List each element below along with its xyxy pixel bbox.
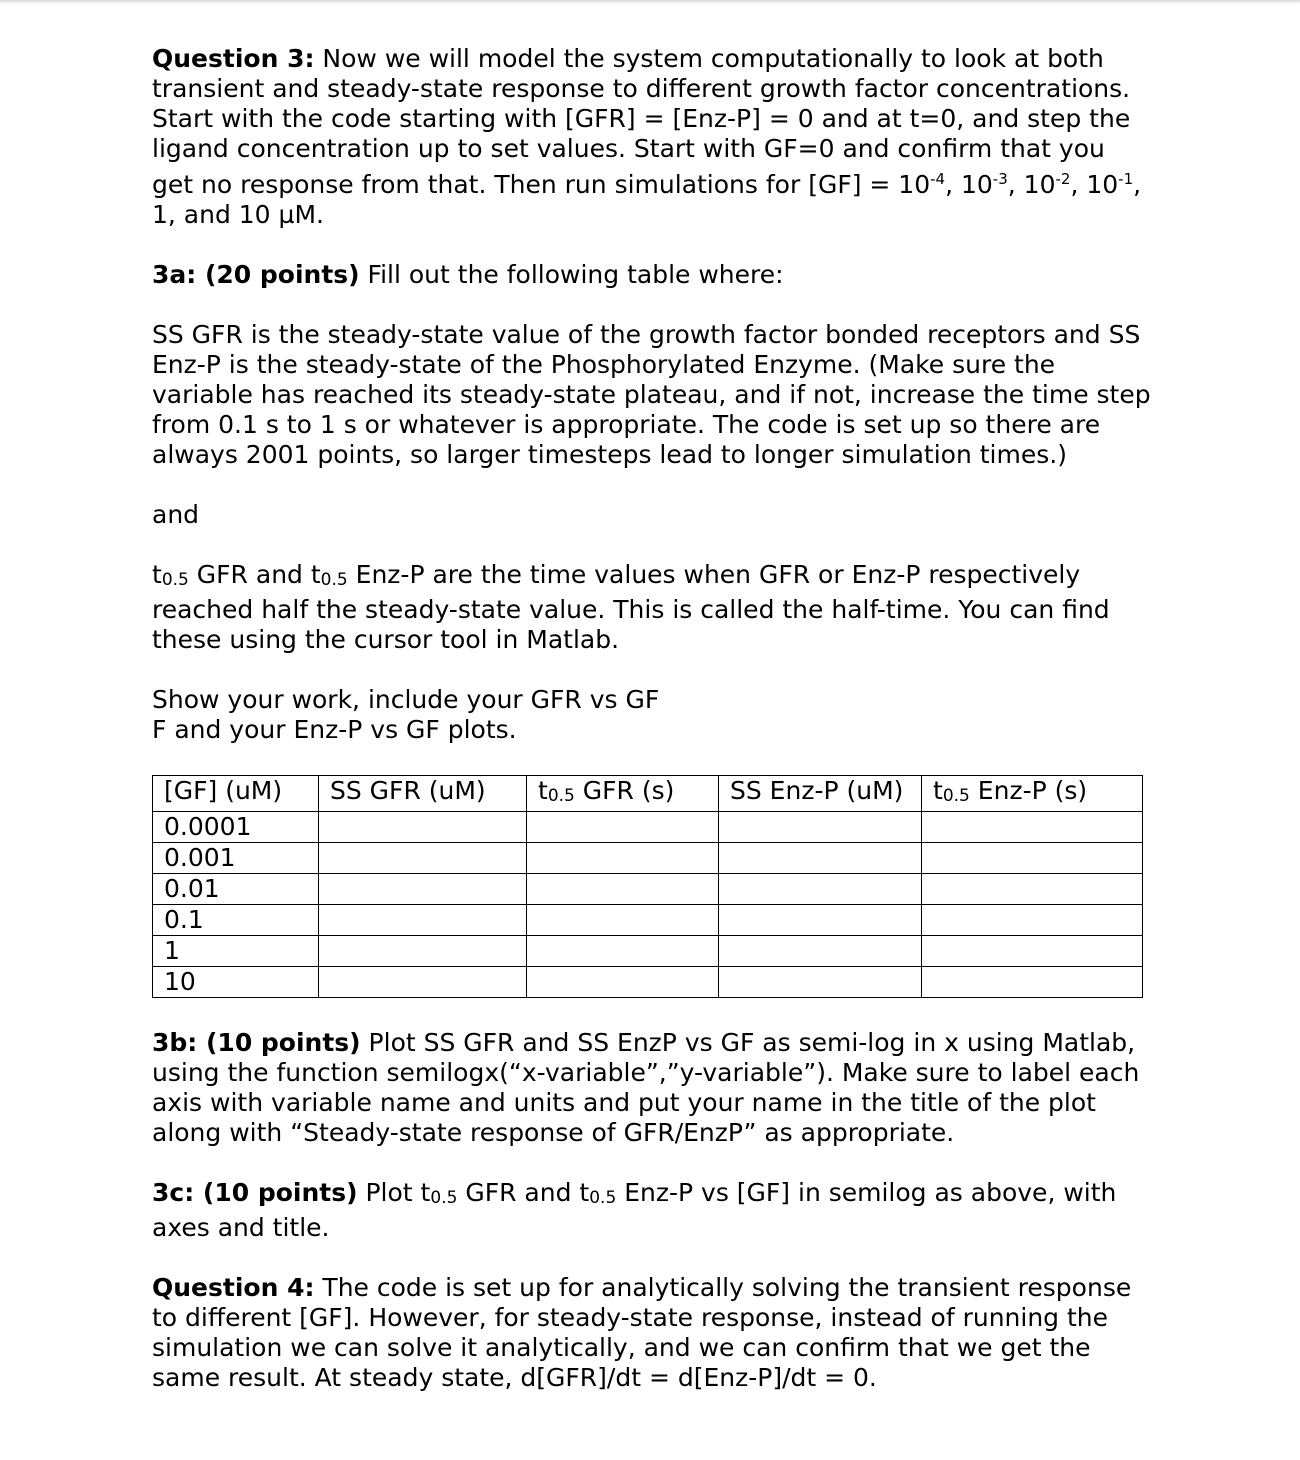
t-subscript: 0.5 <box>161 570 189 590</box>
gf-value-cell: 0.1 <box>153 905 319 936</box>
table-row <box>153 843 1143 874</box>
t-symbol: t <box>538 776 548 805</box>
table-row <box>153 812 1143 843</box>
show-work-line-1: Show your work, include your GFR vs GF <box>152 685 660 714</box>
gf-value-cell: 10 <box>153 967 319 998</box>
t-subscript: 0.5 <box>942 786 970 806</box>
exponent: -1 <box>1118 170 1134 188</box>
power-base: 10 <box>1086 170 1119 199</box>
t-symbol: t <box>933 776 943 805</box>
table-row <box>153 874 1143 905</box>
empty-cell <box>922 874 1143 905</box>
power-base: 10 <box>960 170 993 199</box>
header-text: Enz-P (s) <box>969 776 1088 805</box>
question-3a-paragraph <box>152 260 1152 290</box>
and-text: and <box>152 500 200 529</box>
t-symbol: t <box>579 1178 590 1207</box>
empty-cell <box>527 905 719 936</box>
empty-cell <box>922 905 1143 936</box>
gf-value-cell: 0.0001 <box>153 812 319 843</box>
show-work-paragraph <box>152 685 1152 745</box>
empty-cell <box>719 812 922 843</box>
question-4-text: The code is set up for analytically solving the transient response to different [GF]. However, for steady-state response, instead of running the simulation we can solve it analytically, and we can confirm that we get the same result. At steady state, d[GFR]/dt = d[Enz-P]/dt = 0. <box>152 1273 1132 1392</box>
exponent: -3 <box>992 170 1008 188</box>
show-work-line-2: F and your Enz-P vs GF plots. <box>152 715 517 744</box>
t-symbol: t <box>420 1178 431 1207</box>
steady-state-definition: SS GFR is the steady-state value of the growth factor bonded receptors and SS Enz-P is the steady-state of the Phosphorylated Enzyme. (Make sure the variable has reached its steady-state plateau, and if not, increase the time step from 0.1 s to 1 s or whatever is appropriate. The code is set up so there are always 2001 points, so larger timesteps lead to longer simulation times.) <box>152 320 1151 469</box>
question-3c-text: Enz-P vs [GF] in semilog as above, with axes and title. <box>152 1178 1117 1242</box>
empty-cell <box>922 967 1143 998</box>
question-3a-label: 3a: (20 points) <box>152 260 360 289</box>
header-ss-enzp: SS Enz-P (uM) <box>719 776 922 812</box>
gf-value-cell: 0.01 <box>153 874 319 905</box>
t-symbol: t <box>152 560 162 589</box>
t-subscript: 0.5 <box>589 1188 617 1208</box>
header-gf: [GF] (uM) <box>153 776 319 812</box>
header-t05-gfr <box>527 776 719 812</box>
question-3c-label: 3c: (10 points) <box>152 1178 358 1207</box>
question-4-paragraph <box>152 1273 1152 1393</box>
empty-cell <box>719 905 922 936</box>
header-ss-gfr: SS GFR (uM) <box>319 776 527 812</box>
empty-cell <box>719 967 922 998</box>
empty-cell <box>527 812 719 843</box>
exponent: -4 <box>930 170 946 188</box>
empty-cell <box>319 874 527 905</box>
empty-cell <box>922 936 1143 967</box>
half-time-text: Enz-P are the time values when GFR or Enz-P respectively reached half the steady-state value. This is called the half-time. You can find these using the cursor tool in Matlab. <box>152 560 1110 654</box>
question-3b-text: Plot SS GFR and SS EnzP vs GF as semi-log in x using Matlab, using the function semilogx(“x-variable”,”y-variable”). Make sure to label each axis with variable name and units and put your name in the title of the plot along with “Steady-state response of GFR/EnzP” as appropriate. <box>152 1028 1140 1147</box>
empty-cell <box>527 936 719 967</box>
t-subscript: 0.5 <box>547 786 575 806</box>
question-3c-paragraph <box>152 1178 1152 1243</box>
question-3a-text: Fill out the following table where: <box>359 260 784 289</box>
empty-cell <box>527 874 719 905</box>
t-subscript: 0.5 <box>430 1188 458 1208</box>
question-3-label: Question 3: <box>152 44 315 73</box>
empty-cell <box>319 905 527 936</box>
table-row <box>153 936 1143 967</box>
half-time-text: GFR and <box>188 560 311 589</box>
t-subscript: 0.5 <box>320 570 348 590</box>
question-3-text: Now we will model the system computationally to look at both transient and steady-state response to different growth factor concentrations. Start with the code starting with [GFR] = [Enz-P] = 0 and at t=0, and step the ligand concentration up to set values. Start with GF=0 and confirm that you get no response from that. Then run simulations for [GF] = <box>152 44 1131 199</box>
question-3b-paragraph <box>152 1028 1152 1148</box>
gf-value-cell: 1 <box>153 936 319 967</box>
power-base: 10 <box>898 170 931 199</box>
empty-cell <box>527 843 719 874</box>
question-3-paragraph: Question 3: Now we will model the system computationally to look at both transient and steady-state response to different growth factor concentrations. Start with the code starting with [GFR] = [Enz-P] = 0 and at t=0, and step the ligand concentration up to set values. Start with GF=0 and confirm that you get no response from that. Then run simulations for $[GF] = 10^{-4}$, $10^{-3}$, $10^{-2}$, $10^{-1}$, 1, and 10 µM. <box>152 44 1142 229</box>
document-body <box>152 44 1152 1423</box>
question-3c-text: Plot <box>357 1178 421 1207</box>
empty-cell <box>719 936 922 967</box>
t-symbol: t <box>310 560 321 589</box>
question-3b-label: 3b: (10 points) <box>152 1028 361 1057</box>
empty-cell <box>922 812 1143 843</box>
table-header-row <box>153 776 1143 812</box>
gf-value-cell: 0.001 <box>153 843 319 874</box>
half-time-definition <box>152 560 1152 655</box>
empty-cell <box>719 874 922 905</box>
header-text: GFR (s) <box>574 776 675 805</box>
empty-cell <box>319 843 527 874</box>
empty-cell <box>719 843 922 874</box>
empty-cell <box>922 843 1143 874</box>
table-row <box>153 905 1143 936</box>
table-row <box>153 967 1143 998</box>
question-3-text-end: , 1, and 10 µM. <box>152 170 1142 229</box>
header-t05-enzp <box>922 776 1143 812</box>
empty-cell <box>319 967 527 998</box>
exponent: -2 <box>1055 170 1071 188</box>
empty-cell <box>319 936 527 967</box>
empty-cell <box>319 812 527 843</box>
question-4-label: Question 4: <box>152 1273 315 1302</box>
results-table <box>152 775 1143 998</box>
empty-cell <box>527 967 719 998</box>
page-top-shadow <box>0 0 1300 4</box>
power-base: 10 <box>1023 170 1056 199</box>
question-3c-text: GFR and <box>457 1178 580 1207</box>
